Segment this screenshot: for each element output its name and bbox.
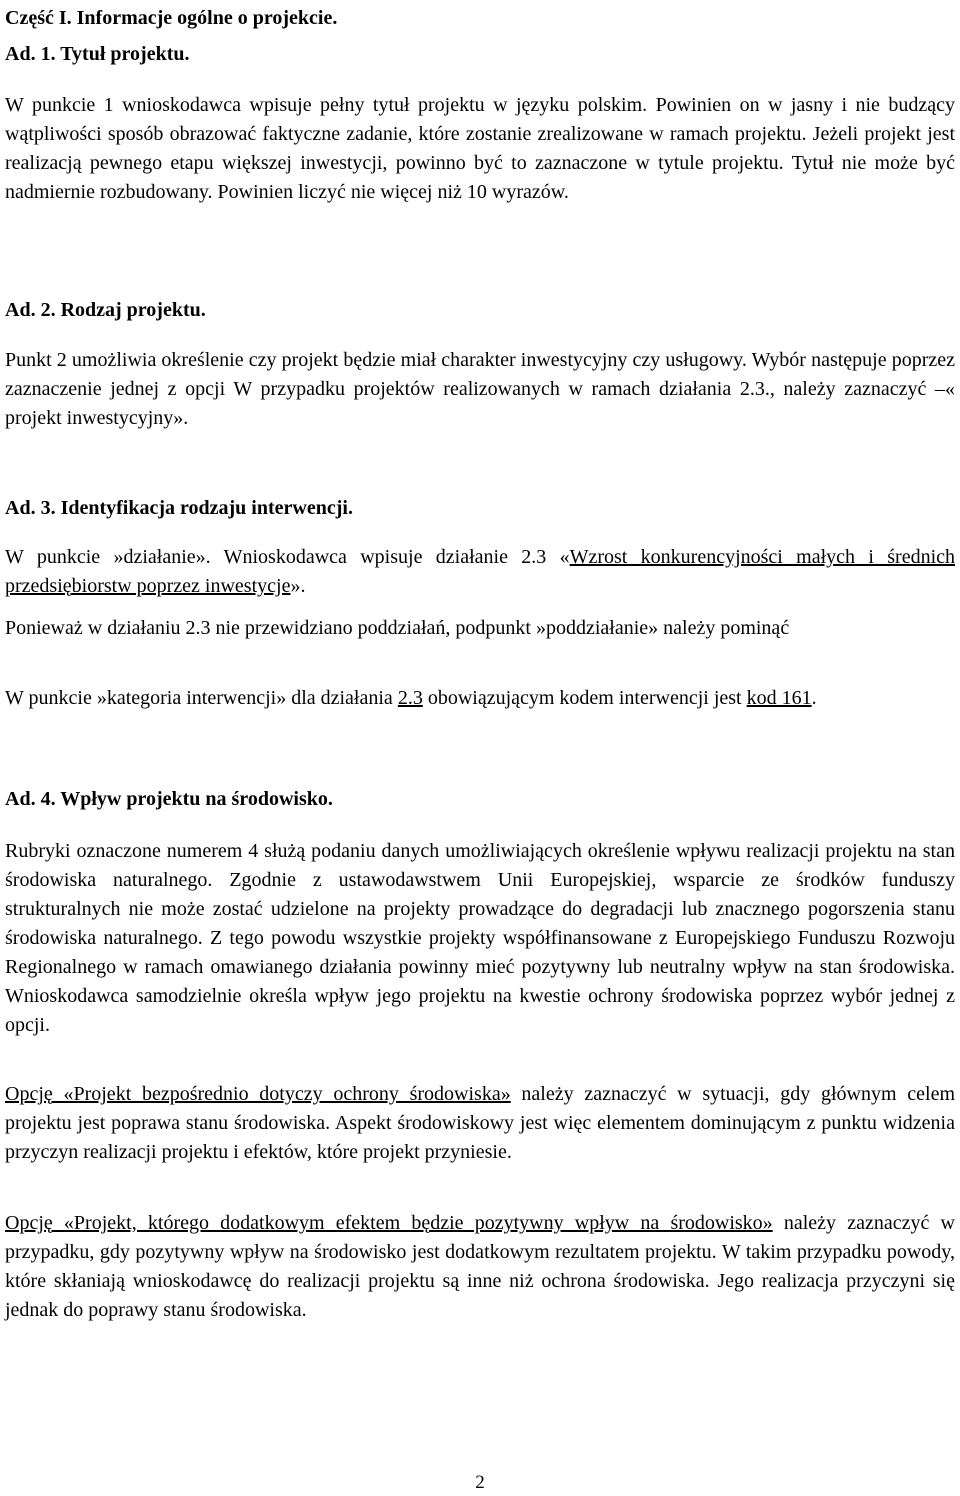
section-4-paragraph-1: Rubryki oznaczone numerem 4 służą podaniu danych umożliwiających określenie wpływu realizacji projektu na stan środowiska naturalnego. Zgodnie z ustawodawstwem Unii Europejskiej, wsparcie ze środków funduszy strukturalnych nie może zostać udzielone na projekty prowadzące do degradacji lub znacznego pogorszenia stanu środowiska naturalnego. Z tego powodu wszystkie projekty współfinansowane z Europejskiego Funduszu Rozwoju Regionalnego w ramach omawianego działania powinny mieć pozytywny lub neutralny wpływ na stan środowiska. Wnioskodawca samodzielnie określa wpływ jego projektu na kwestie ochrony środowiska poprzez wybór jednej z opcji.	[5, 840, 955, 1036]
section-3-p3-text-b: obowiązującym kodem interwencji jest	[422, 687, 747, 709]
section-2-heading: Ad. 2. Rodzaj projektu.	[5, 299, 206, 321]
section-3-p1-text-a: W punkcie »działanie». Wnioskodawca wpisuje działanie 2.3 «	[5, 546, 570, 568]
section-4-heading: Ad. 4. Wpływ projektu na środowisko.	[5, 788, 333, 810]
section-3-p3-text-a: W punkcie »kategoria interwencji» dla działania	[5, 687, 398, 709]
section-4-p3-underlined: Opcję «Projekt, którego dodatkowym efektem będzie pozytywny wpływ na środowisko»	[5, 1212, 773, 1234]
section-3-p1-underlined: Wzrost konkurencyjności małych i średnich przedsiębiorstw poprzez inwestycje	[5, 546, 956, 597]
section-4-paragraph-3	[5, 1209, 955, 1325]
section-2-paragraph: Punkt 2 umożliwia określenie czy projekt będzie miał charakter inwestycyjny czy usługowy. Wybór następuje poprzez zaznaczenie jednej z opcji W przypadku projektów realizowanych w ramach działania 2.3., należy zaznaczyć –« projekt inwestycyjny».	[5, 349, 955, 429]
page-number: 2	[475, 1472, 485, 1493]
section-3-paragraph-2: Ponieważ w działaniu 2.3 nie przewidziano poddziałań, podpunkt »poddziałanie» należy pominąć	[5, 617, 790, 639]
section-3-p3-underlined-2: kod 161	[746, 687, 812, 709]
section-3-p1-text-b: ».	[290, 575, 306, 597]
section-1-heading: Ad. 1. Tytuł projektu.	[5, 43, 190, 65]
section-4-paragraph-2	[5, 1080, 955, 1167]
section-3-paragraph-1	[5, 543, 955, 601]
section-3-paragraph-3	[5, 684, 955, 713]
part-title: Część I. Informacje ogólne o projekcie.	[5, 7, 338, 29]
section-3-heading: Ad. 3. Identyfikacja rodzaju interwencji.	[5, 497, 353, 519]
section-4-p2-underlined: Opcję «Projekt bezpośrednio dotyczy ochrony środowiska»	[5, 1083, 511, 1105]
section-3-p3-text-c: .	[811, 687, 817, 709]
section-3-p3-underlined-1: 2.3	[397, 687, 423, 709]
section-4-p2-text: należy zaznaczyć w sytuacji, gdy głównym celem projektu jest poprawa stanu środowiska. Aspekt środowiskowy jest więc elementem dominującym z punktu widzenia przyczyn realizacji projektu i efektów, które projekt przyniesie.	[5, 1083, 956, 1163]
section-4-p3-text: należy zaznaczyć w przypadku, gdy pozytywny wpływ na środowisko jest dodatkowym rezultatem projektu. W takim przypadku powody, które skłaniają wnioskodawcę do realizacji projektu są inne niż ochrona środowiska. Jego realizacja przyczyni się jednak do poprawy stanu środowiska.	[5, 1212, 955, 1321]
section-1-paragraph: W punkcie 1 wnioskodawca wpisuje pełny tytuł projektu w języku polskim. Powinien on w jasny i nie budzący wątpliwości sposób obrazować faktyczne zadanie, które zostanie zrealizowane w ramach projektu. Jeżeli projekt jest realizacją pewnego etapu większej inwestycji, powinno być to zaznaczone w tytule projektu. Tytuł nie może być nadmiernie rozbudowany. Powinien liczyć nie więcej niż 10 wyrazów.	[5, 94, 955, 203]
